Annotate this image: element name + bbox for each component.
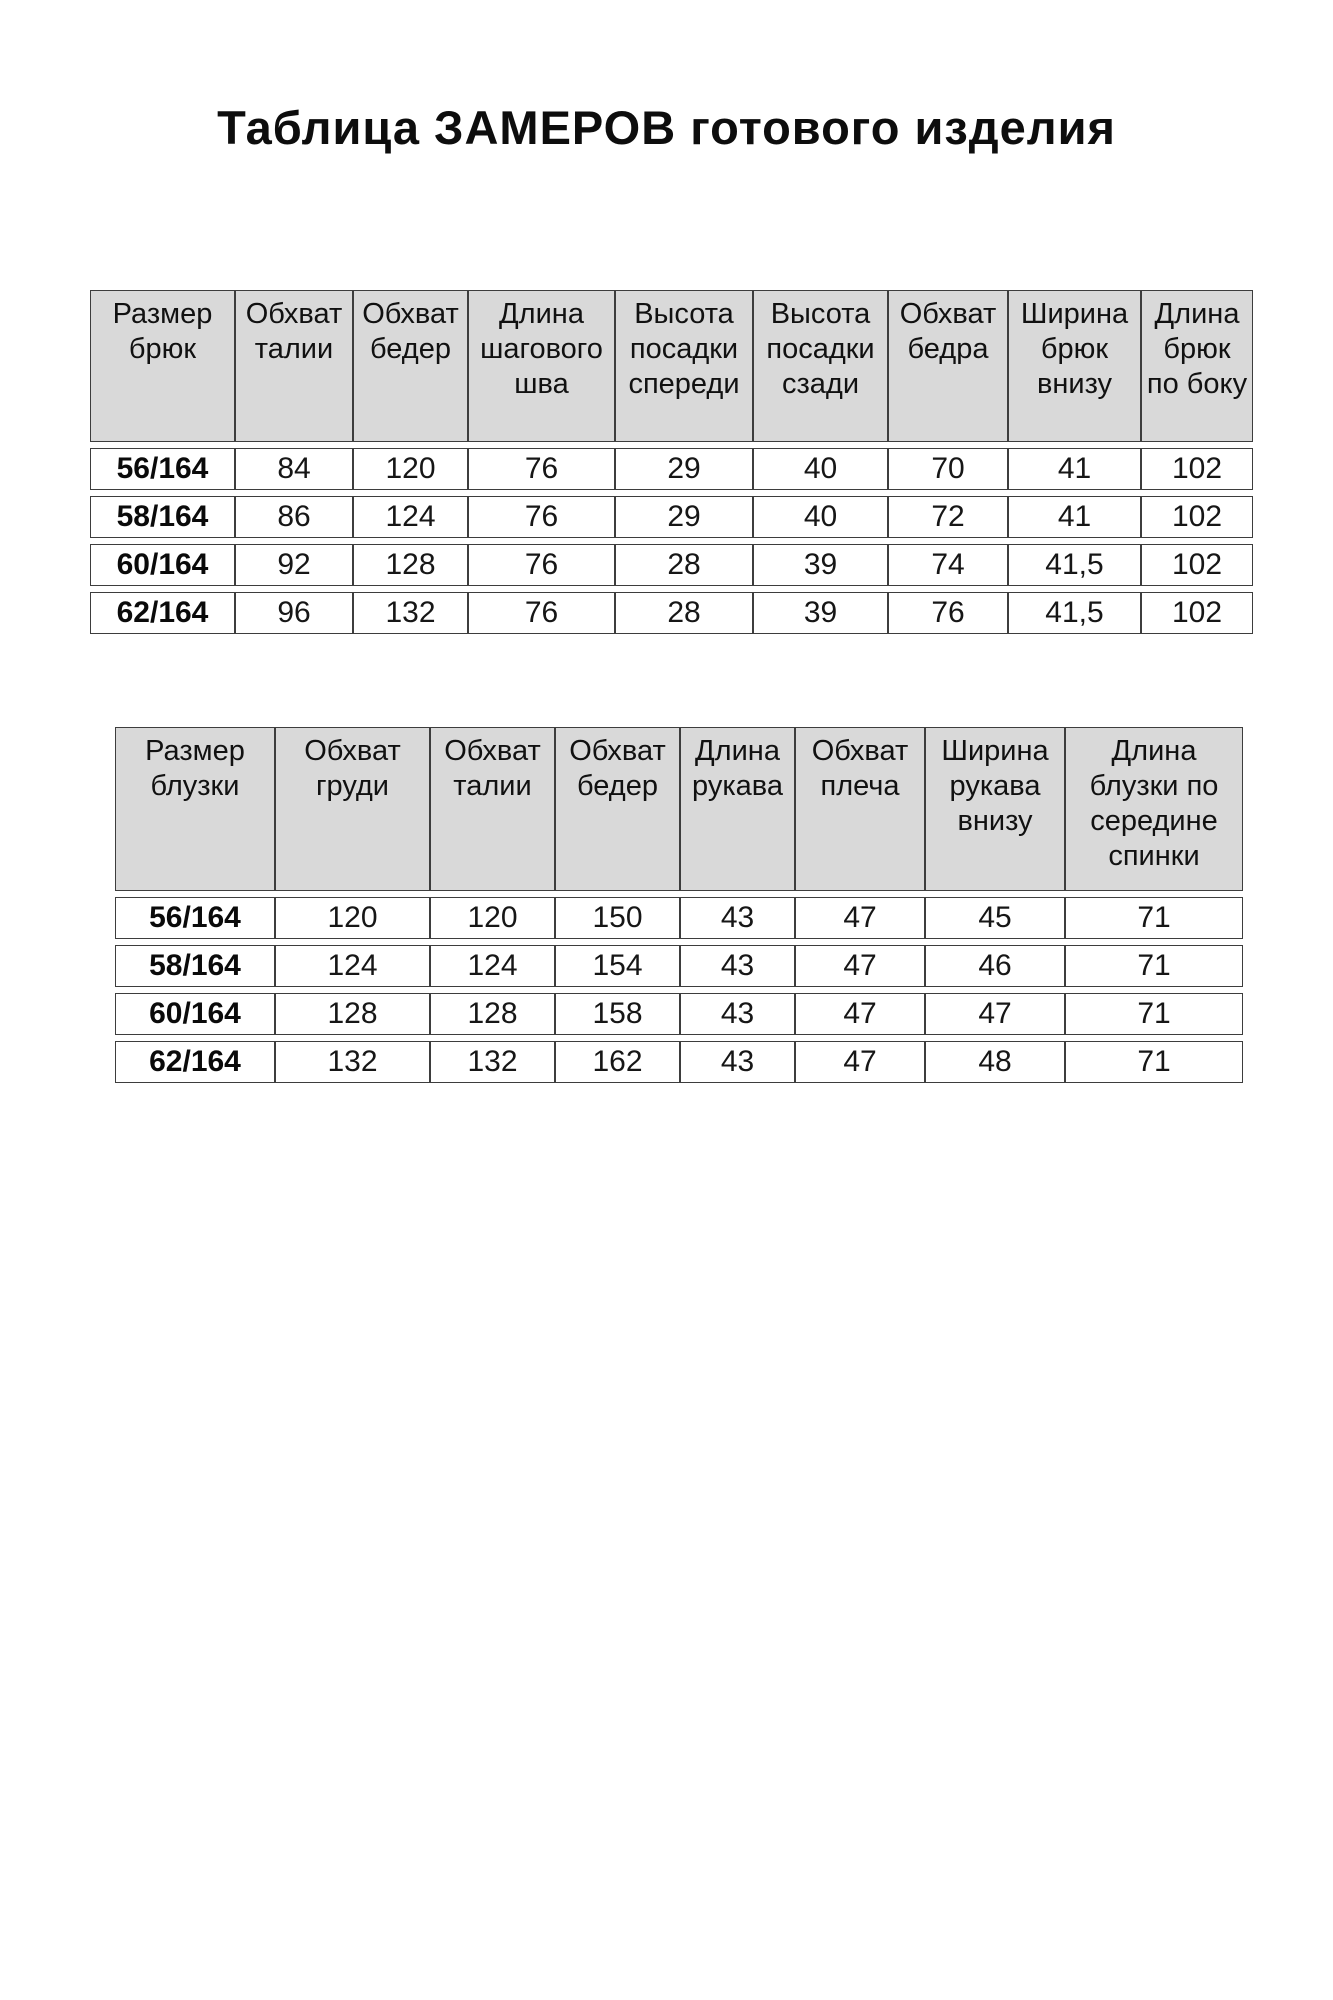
measurement-cell: 76 — [468, 544, 615, 586]
table-row — [115, 1041, 1243, 1083]
column-header: Ширина рукава внизу — [925, 727, 1065, 891]
measurement-cell: 29 — [615, 496, 753, 538]
measurement-cell: 102 — [1141, 448, 1253, 490]
column-header: Высота посадки сзади — [753, 290, 888, 442]
blouse-table-header — [115, 727, 1243, 891]
measurement-cell: 96 — [235, 592, 353, 634]
column-header: Длина шагового шва — [468, 290, 615, 442]
measurement-cell: 28 — [615, 592, 753, 634]
page-title: Таблица ЗАМЕРОВ готового изделия — [217, 101, 1116, 154]
measurement-cell: 124 — [353, 496, 468, 538]
measurement-cell: 40 — [753, 448, 888, 490]
measurement-cell: 150 — [555, 897, 680, 939]
measurement-cell: 28 — [615, 544, 753, 586]
column-header: Обхват талии — [235, 290, 353, 442]
measurement-cell: 71 — [1065, 1041, 1243, 1083]
measurement-cell: 76 — [468, 448, 615, 490]
measurement-cell: 43 — [680, 1041, 795, 1083]
table-row — [90, 496, 1253, 538]
measurement-cell: 102 — [1141, 496, 1253, 538]
measurement-cell: 128 — [275, 993, 430, 1035]
measurement-cell: 162 — [555, 1041, 680, 1083]
measurement-cell: 29 — [615, 448, 753, 490]
size-cell: 60/164 — [115, 993, 275, 1035]
size-cell: 56/164 — [115, 897, 275, 939]
measurement-cell: 47 — [795, 897, 925, 939]
header-row — [90, 290, 1253, 442]
measurement-cell: 47 — [795, 945, 925, 987]
measurement-cell: 71 — [1065, 897, 1243, 939]
size-cell: 56/164 — [90, 448, 235, 490]
size-cell: 58/164 — [90, 496, 235, 538]
measurement-cell: 43 — [680, 897, 795, 939]
column-header: Обхват бедер — [555, 727, 680, 891]
measurement-cell: 41 — [1008, 496, 1141, 538]
pants-table-header — [90, 290, 1253, 442]
blouse-measurements-table — [115, 721, 1243, 1089]
measurement-cell: 120 — [275, 897, 430, 939]
measurement-cell: 76 — [888, 592, 1008, 634]
measurement-cell: 41,5 — [1008, 592, 1141, 634]
table-row — [115, 897, 1243, 939]
measurement-cell: 102 — [1141, 544, 1253, 586]
measurement-cell: 154 — [555, 945, 680, 987]
column-header: Обхват бедер — [353, 290, 468, 442]
column-header: Размер блузки — [115, 727, 275, 891]
measurement-cell: 43 — [680, 945, 795, 987]
column-header: Длина блузки по середине спинки — [1065, 727, 1243, 891]
measurement-cell: 41,5 — [1008, 544, 1141, 586]
measurement-cell: 46 — [925, 945, 1065, 987]
measurement-cell: 71 — [1065, 945, 1243, 987]
column-header: Обхват плеча — [795, 727, 925, 891]
column-header: Длина рукава — [680, 727, 795, 891]
column-header: Обхват бедра — [888, 290, 1008, 442]
measurement-cell: 72 — [888, 496, 1008, 538]
measurement-cell: 84 — [235, 448, 353, 490]
table-row — [90, 448, 1253, 490]
measurement-cell: 76 — [468, 592, 615, 634]
measurement-cell: 124 — [275, 945, 430, 987]
column-header: Обхват талии — [430, 727, 555, 891]
measurement-cell: 70 — [888, 448, 1008, 490]
size-cell: 58/164 — [115, 945, 275, 987]
size-cell: 60/164 — [90, 544, 235, 586]
measurement-cell: 132 — [353, 592, 468, 634]
pants-table-body — [90, 448, 1253, 634]
measurement-cell: 47 — [795, 993, 925, 1035]
measurement-cell: 40 — [753, 496, 888, 538]
measurement-cell: 39 — [753, 592, 888, 634]
pants-measurements-table — [90, 284, 1253, 640]
measurement-cell: 128 — [353, 544, 468, 586]
measurement-cell: 76 — [468, 496, 615, 538]
measurement-cell: 71 — [1065, 993, 1243, 1035]
measurement-cell: 128 — [430, 993, 555, 1035]
measurement-cell: 48 — [925, 1041, 1065, 1083]
column-header: Ширина брюк внизу — [1008, 290, 1141, 442]
column-header: Длина брюк по боку — [1141, 290, 1253, 442]
measurement-cell: 132 — [430, 1041, 555, 1083]
size-cell: 62/164 — [90, 592, 235, 634]
column-header: Обхват груди — [275, 727, 430, 891]
measurement-cell: 158 — [555, 993, 680, 1035]
measurement-cell: 47 — [925, 993, 1065, 1035]
column-header: Высота посадки спереди — [615, 290, 753, 442]
measurement-cell: 47 — [795, 1041, 925, 1083]
header-row — [115, 727, 1243, 891]
table-row — [90, 544, 1253, 586]
measurement-cell: 45 — [925, 897, 1065, 939]
table-row — [115, 945, 1243, 987]
measurement-cell: 43 — [680, 993, 795, 1035]
measurement-cell: 124 — [430, 945, 555, 987]
measurement-cell: 92 — [235, 544, 353, 586]
measurement-cell: 132 — [275, 1041, 430, 1083]
measurement-cell: 102 — [1141, 592, 1253, 634]
measurement-cell: 120 — [353, 448, 468, 490]
table-row — [90, 592, 1253, 634]
measurement-cell: 86 — [235, 496, 353, 538]
blouse-table-body — [115, 897, 1243, 1083]
measurement-cell: 74 — [888, 544, 1008, 586]
size-cell: 62/164 — [115, 1041, 275, 1083]
measurement-cell: 39 — [753, 544, 888, 586]
measurement-cell: 120 — [430, 897, 555, 939]
column-header: Размер брюк — [90, 290, 235, 442]
table-row — [115, 993, 1243, 1035]
measurement-cell: 41 — [1008, 448, 1141, 490]
